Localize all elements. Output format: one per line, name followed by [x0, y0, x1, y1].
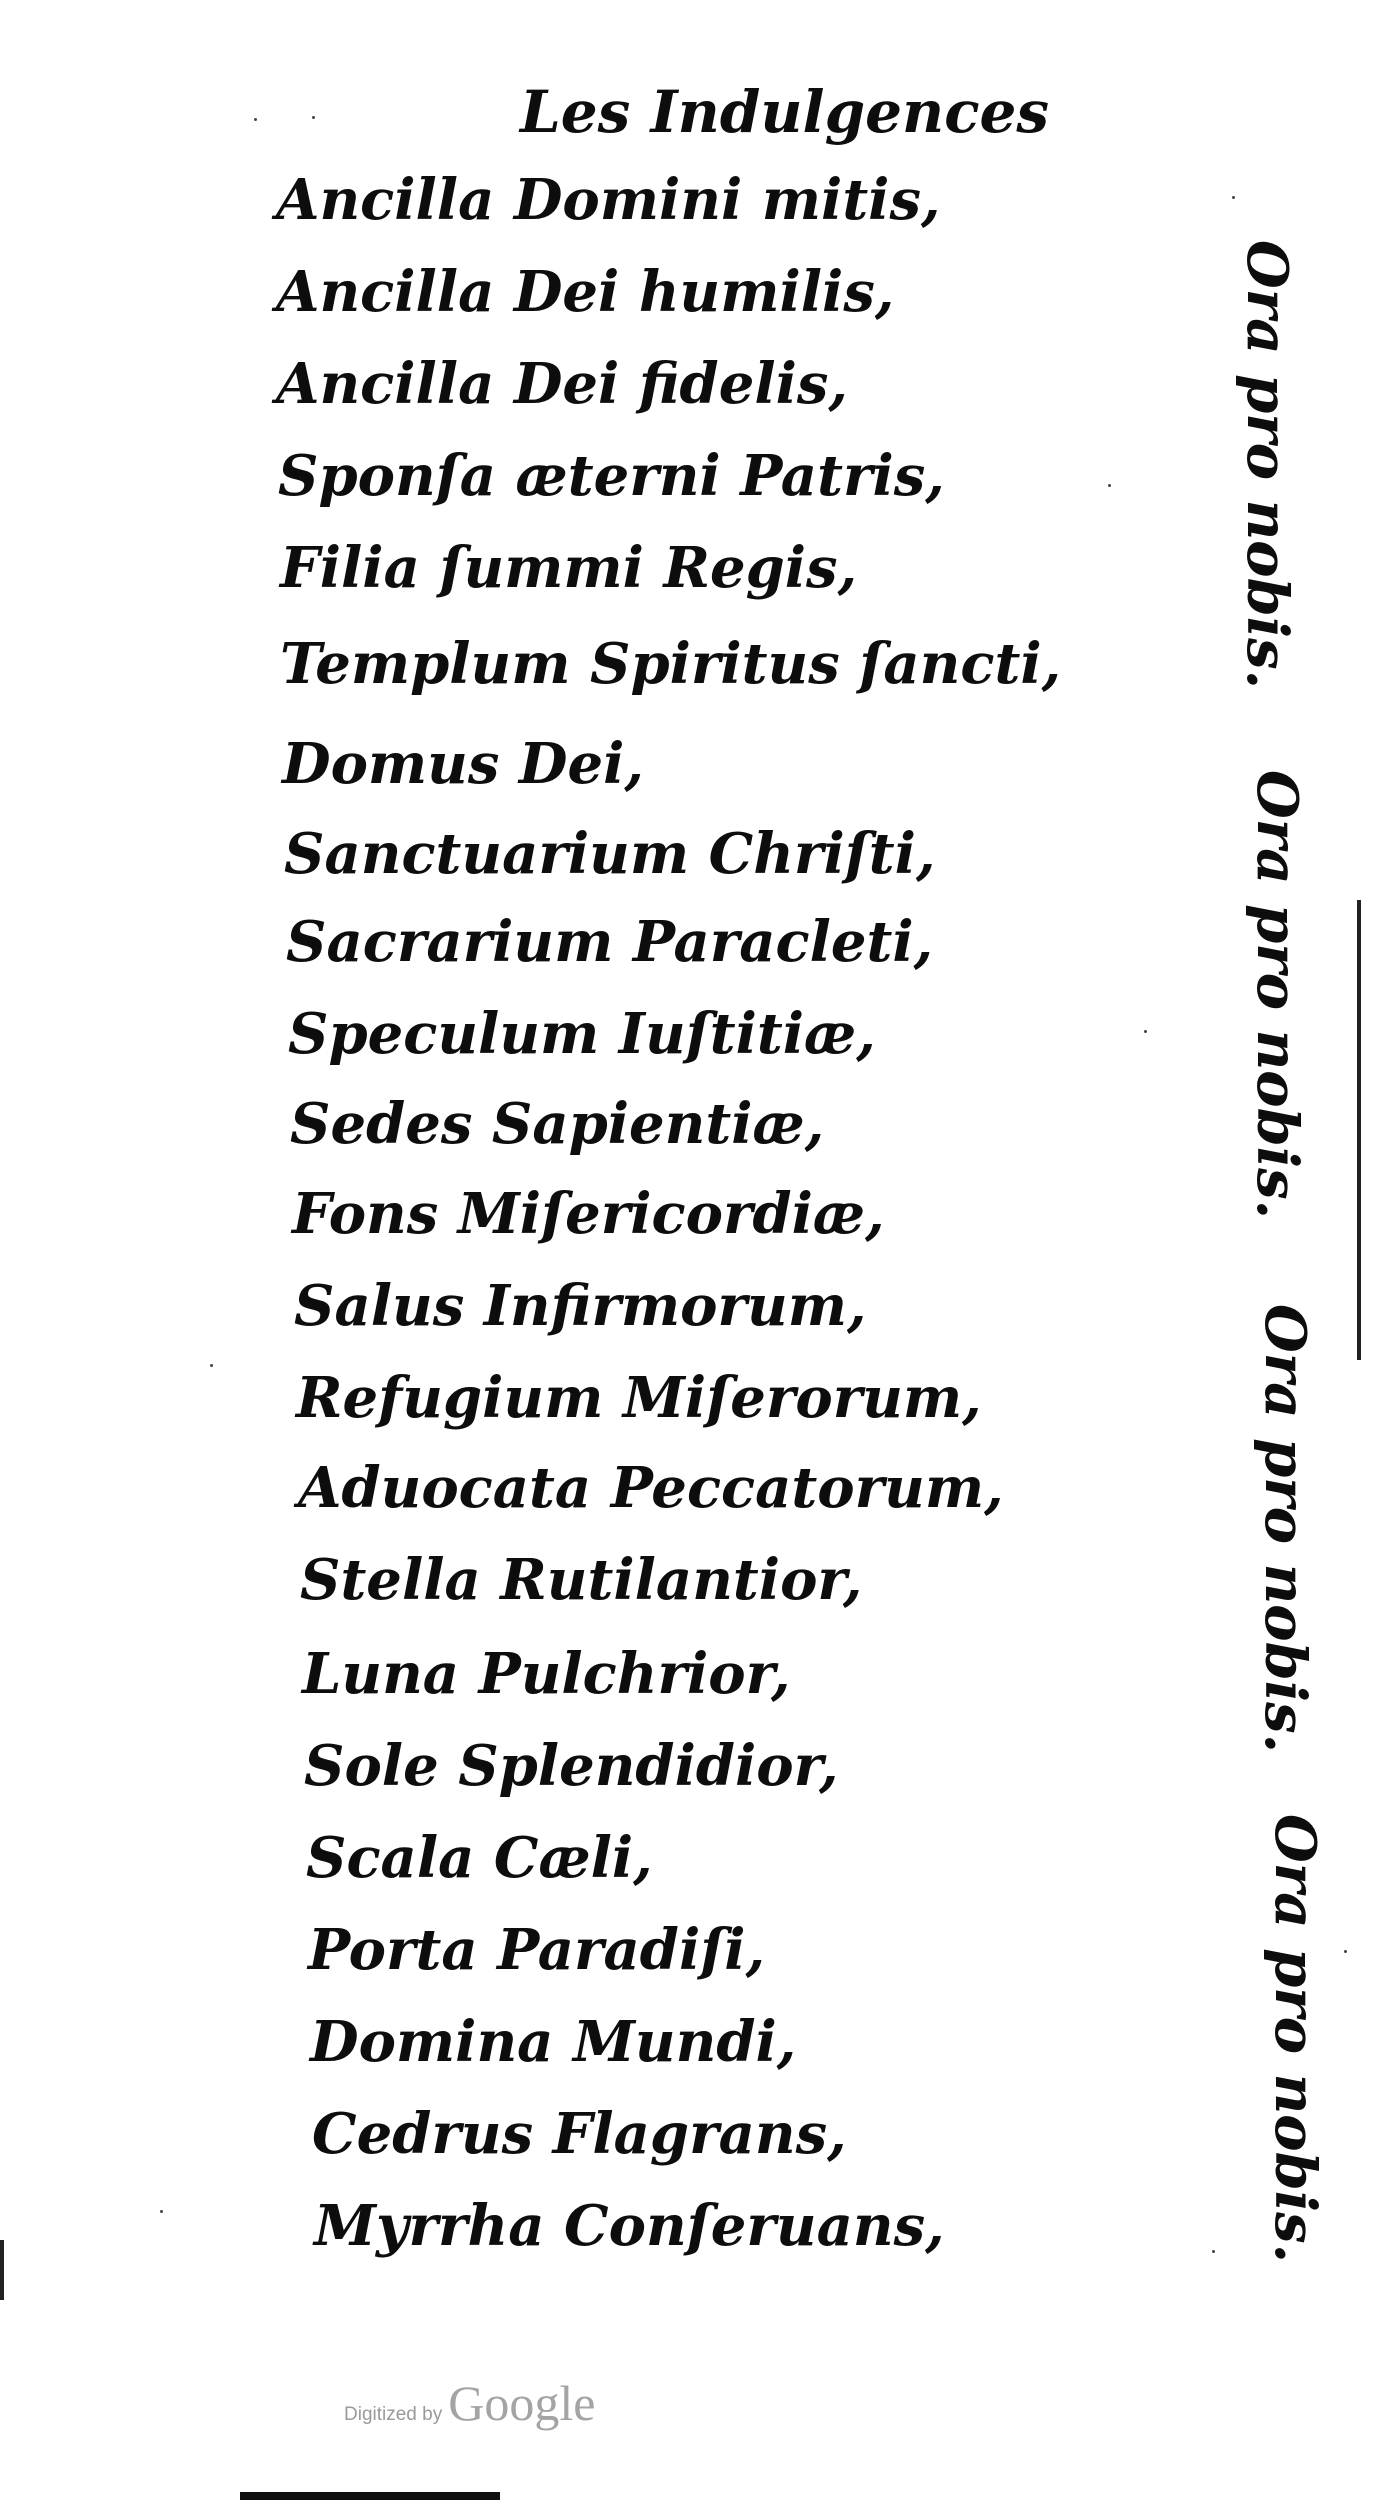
digitized-label: Digitized by: [344, 2404, 443, 2425]
digitized-by-google-watermark: [344, 2374, 595, 2432]
ink-speck: [312, 116, 315, 119]
ink-speck: [1344, 1950, 1347, 1953]
litany-line: Aduocata Peccatorum,: [298, 1455, 1004, 1521]
litany-line: Sponſa æterni Patris,: [278, 443, 945, 509]
ink-speck: [1212, 2250, 1215, 2253]
ink-speck: [1108, 484, 1111, 487]
response-text: Ora pro nobis.: [1262, 1814, 1328, 2264]
response-text: Ora pro nobis.: [1244, 770, 1310, 1220]
litany-line: Ancilla Domini mitis,: [276, 167, 941, 233]
response-text: Ora pro nobis.: [1252, 1304, 1318, 1754]
scan-edge-right: [1357, 900, 1361, 1360]
litany-line: Templum Spiritus ſancti,: [280, 631, 1062, 697]
litany-line: Sole Splendidior,: [304, 1733, 839, 1799]
litany-line: Domina Mundi,: [310, 2009, 797, 2075]
ink-speck: [254, 118, 257, 121]
litany-line: Scala Cæli,: [306, 1825, 653, 1891]
running-title: Les Indulgences: [520, 78, 1050, 146]
litany-line: Ancilla Dei fidelis,: [276, 351, 848, 417]
litany-line: Luna Pulchrior,: [302, 1641, 791, 1707]
litany-line: Ancilla Dei humilis,: [276, 259, 895, 325]
response-text: Ora pro nobis.: [1234, 240, 1300, 690]
litany-line: Porta Paradiſi,: [308, 1917, 766, 1983]
litany-line: Domus Dei,: [282, 731, 644, 797]
litany-line: Salus Infirmorum,: [294, 1273, 867, 1339]
litany-line: Myrrha Conſeruans,: [314, 2193, 945, 2259]
litany-line: Sacrarium Paracleti,: [286, 909, 934, 975]
ink-speck: [160, 2210, 163, 2213]
ink-speck: [210, 1364, 213, 1367]
litany-line: Sedes Sapientiæ,: [290, 1091, 825, 1157]
litany-line: Fons Miſericordiæ,: [292, 1181, 885, 1247]
google-logo: Google: [448, 2375, 596, 2431]
litany-line: Refugium Miſerorum,: [296, 1365, 982, 1431]
litany-line: Speculum Iuſtitiæ,: [288, 1001, 876, 1067]
next-page-bleed: [240, 2492, 500, 2500]
litany-line: Stella Rutilantior,: [300, 1547, 863, 1613]
ink-speck: [1232, 196, 1235, 199]
litany-line: Cedrus Flagrans,: [312, 2101, 847, 2167]
litany-line: Filia ſummi Regis,: [280, 535, 858, 601]
scan-edge-left: [0, 2240, 4, 2300]
litany-line: Sanctuarium Chriſti,: [284, 821, 936, 887]
ink-speck: [1144, 1030, 1147, 1033]
